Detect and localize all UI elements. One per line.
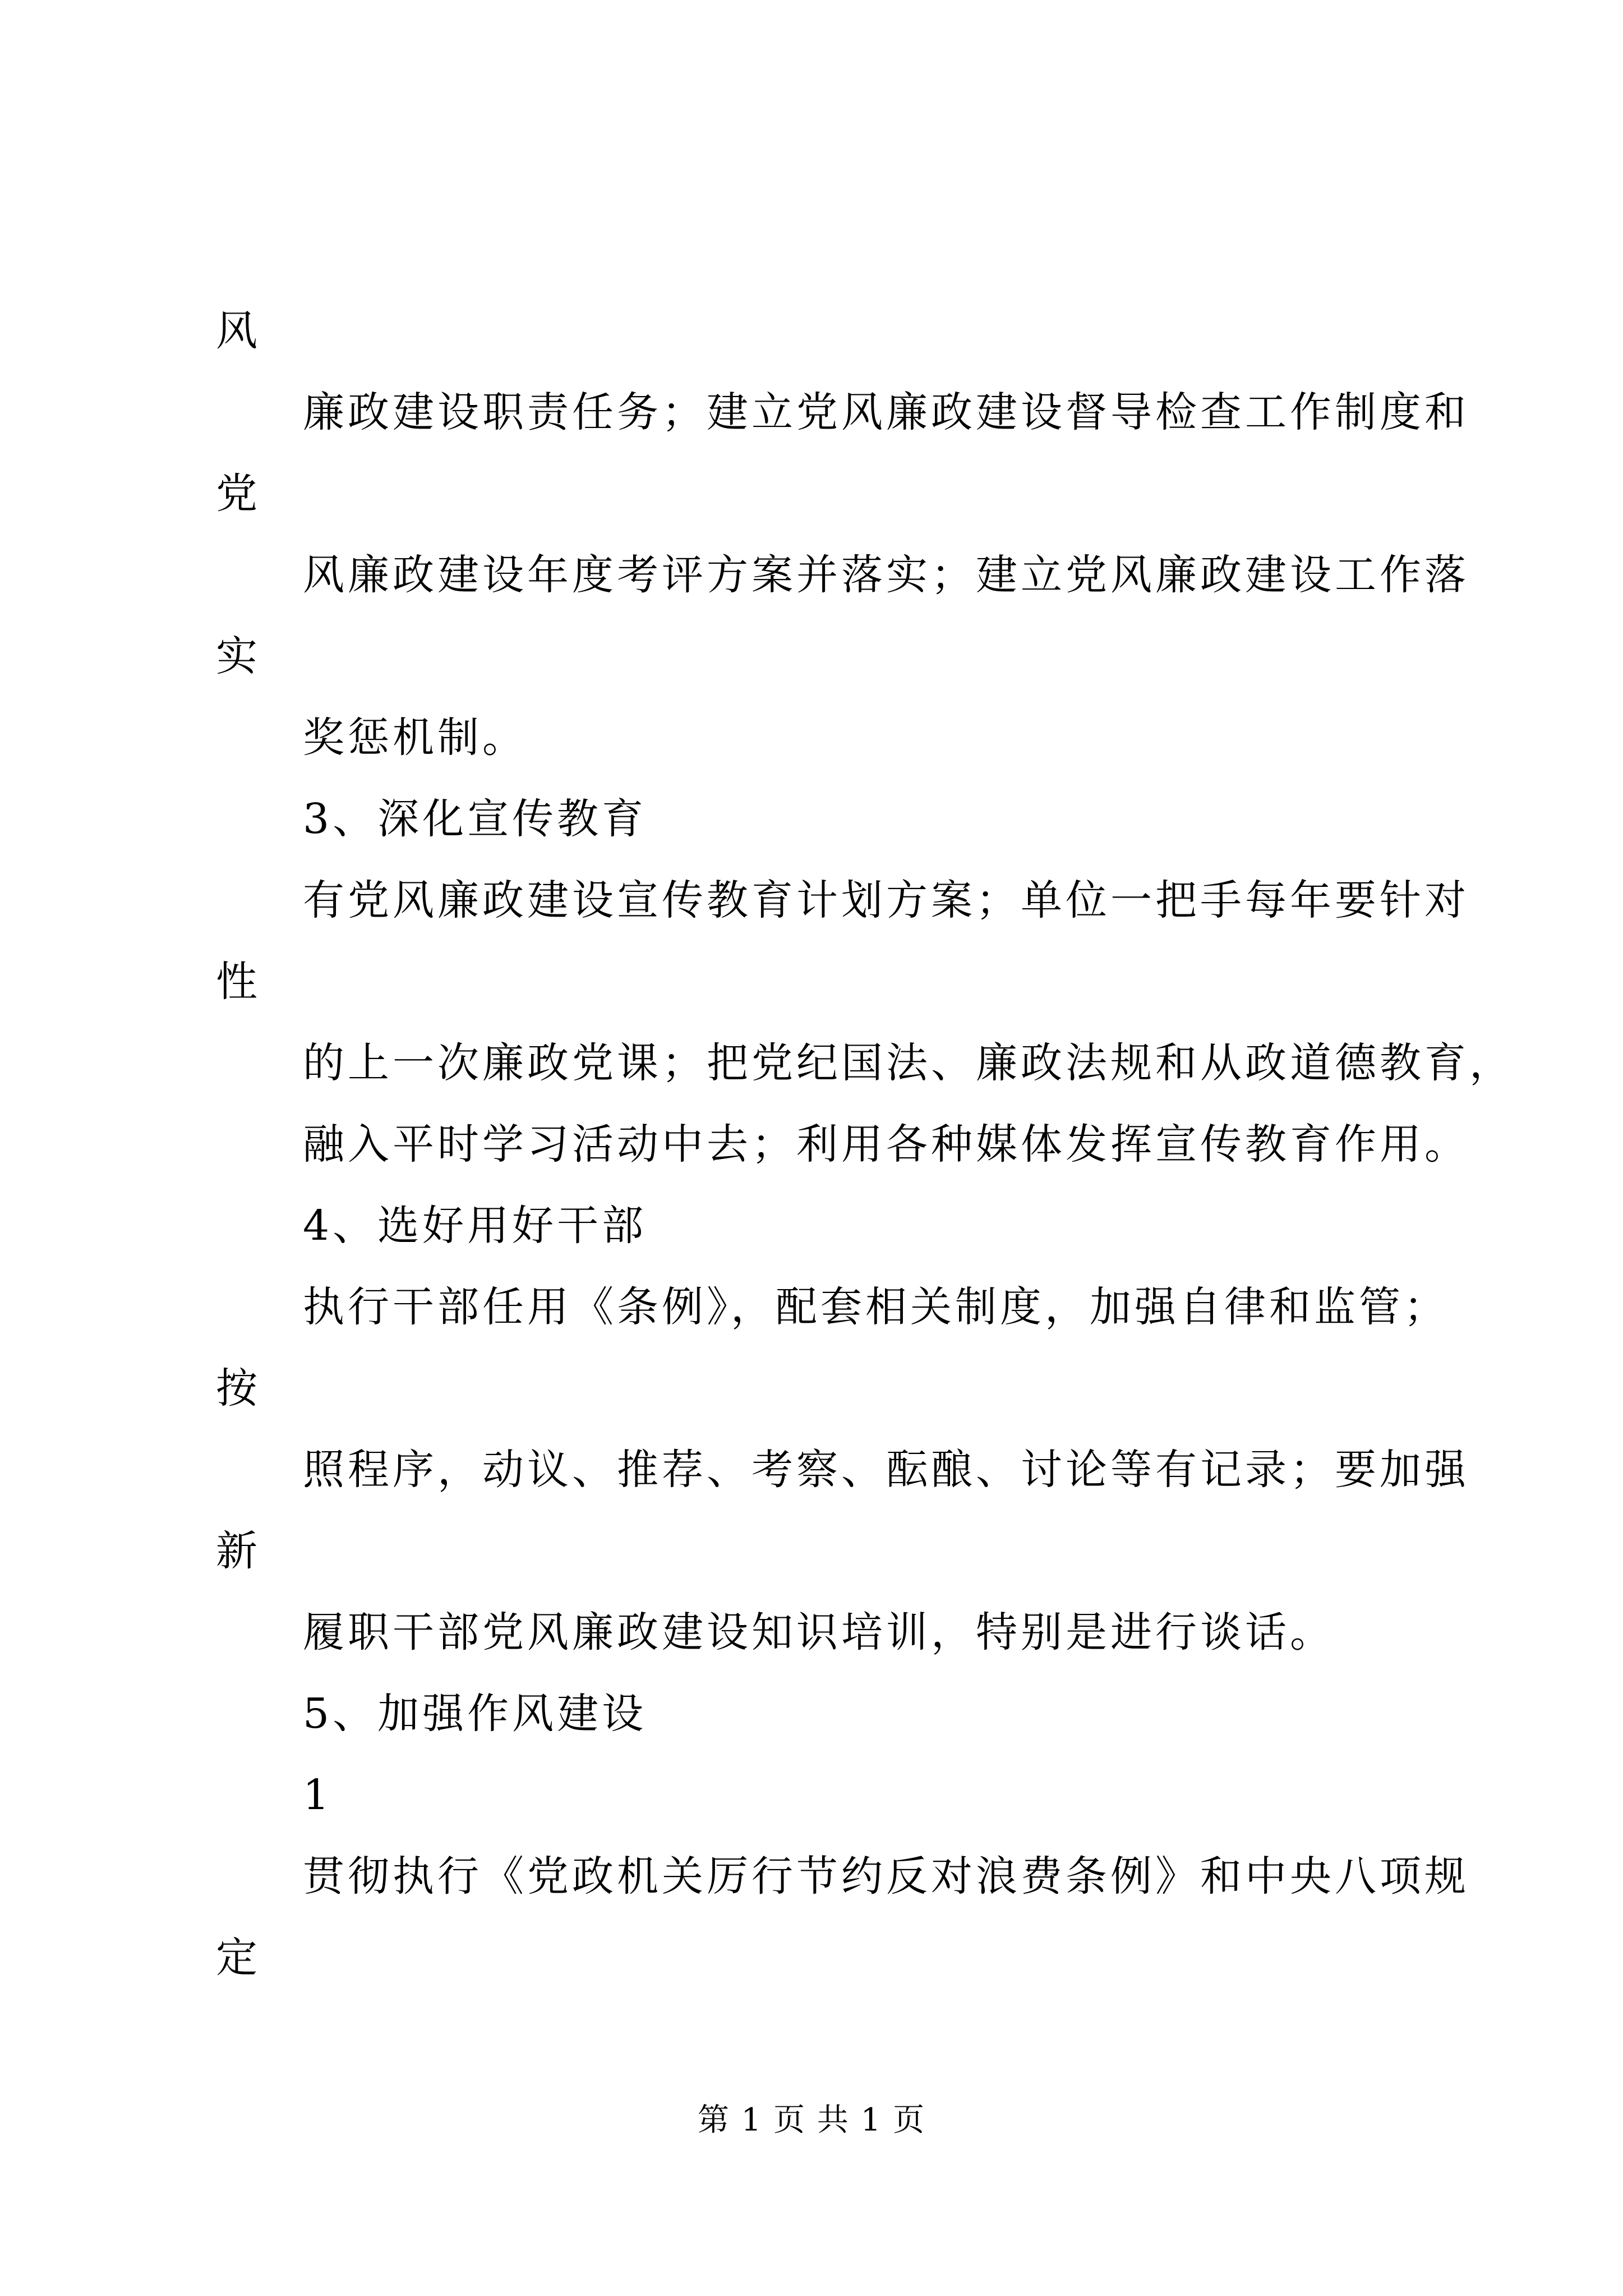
text-line: 有党风廉政建设宣传教育计划方案；单位一把手每年要针对	[303, 876, 1469, 924]
text-line: 奖惩机制。	[303, 714, 527, 762]
text-line: 定	[216, 1934, 261, 1982]
text-line: 1	[303, 1771, 333, 1819]
section-heading: 4、选好用好干部	[303, 1202, 647, 1250]
section-heading: 5、加强作风建设	[303, 1690, 647, 1738]
text-line: 廉政建设职责任务；建立党风廉政建设督导检查工作制度和	[303, 388, 1469, 436]
text-line: 性	[216, 958, 261, 1006]
text-line: 实	[216, 632, 261, 680]
text-line: 按	[216, 1364, 261, 1412]
text-line: 风廉政建设年度考评方案并落实；建立党风廉政建设工作落	[303, 551, 1469, 599]
text-line: 贯彻执行《党政机关厉行节约反对浪费条例》和中央八项规	[303, 1852, 1469, 1901]
text-line: 融入平时学习活动中去；利用各种媒体发挥宣传教育作用。	[303, 1120, 1469, 1168]
text-line: 执行干部任用《条例》，配套相关制度，加强自律和监管；	[303, 1283, 1449, 1331]
text-line: 党	[216, 470, 261, 518]
text-line: 履职干部党风廉政建设知识培训，特别是进行谈话。	[303, 1608, 1335, 1657]
section-heading: 3、深化宣传教育	[303, 795, 647, 843]
text-line: 的上一次廉政党课；把党纪国法、廉政法规和从政道德教育，	[303, 1039, 1514, 1087]
page-footer: 第 1 页 共 1 页	[697, 2102, 926, 2138]
text-line: 风	[216, 307, 261, 355]
text-line: 新	[216, 1527, 261, 1575]
text-line: 照程序，动议、推荐、考察、酝酿、讨论等有记录；要加强	[303, 1446, 1469, 1494]
